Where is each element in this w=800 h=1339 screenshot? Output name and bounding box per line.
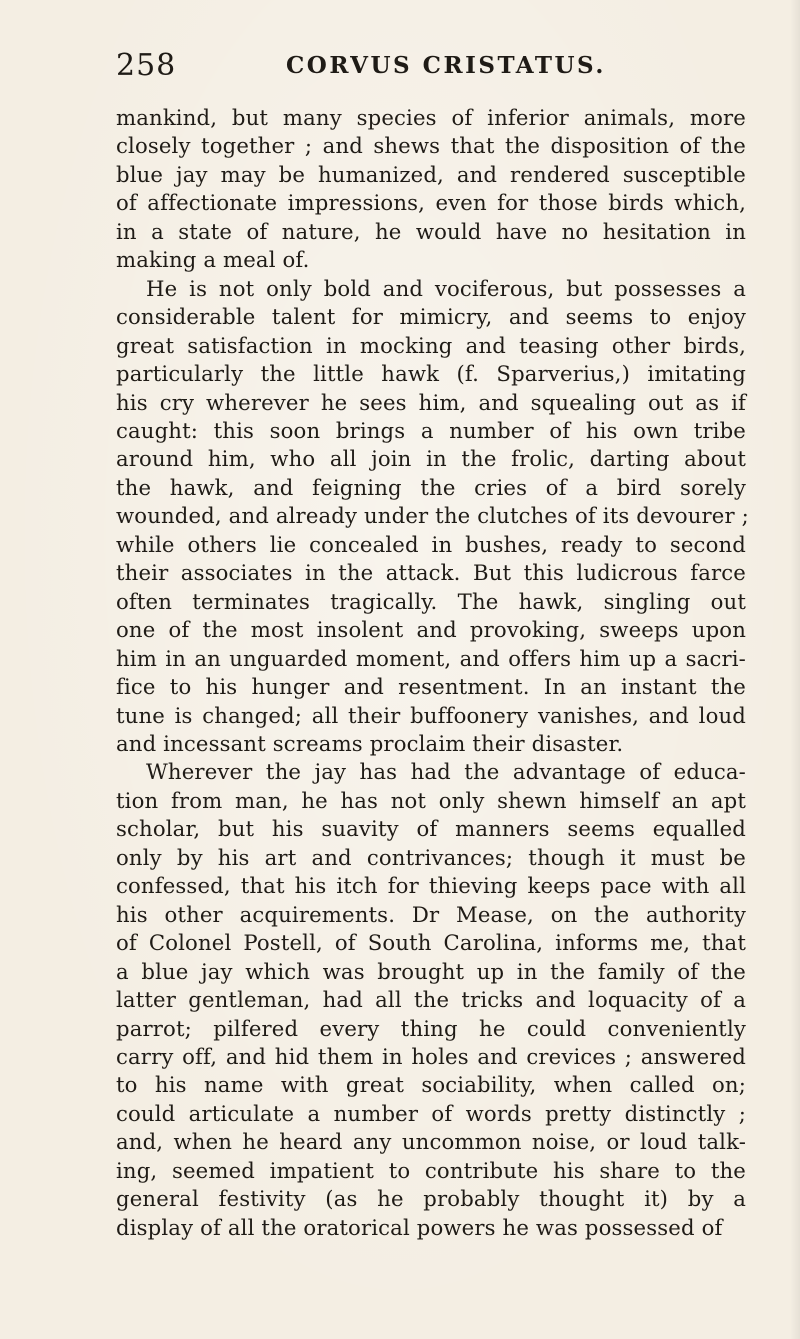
line-text: ing, seemed impatient to contribute his share to the [116,1157,746,1183]
text-line [116,502,749,530]
text-line [116,189,746,217]
line-text: him in an unguarded moment, and offers him up a sacri- [116,645,746,671]
text-line [116,929,746,957]
line-text: Wherever the jay has had the advantage of educa- [146,759,746,785]
text-line [116,218,746,246]
page-header [116,48,746,84]
text-line [116,588,746,616]
line-text: his other acquirements. Dr Mease, on the authority [116,901,746,927]
text-line [116,474,746,502]
paragraph [116,275,749,759]
line-text: fice to his hunger and resentment. In an instant the [116,674,746,700]
line-text: could articulate a number of words pretty distinctly ; [116,1100,746,1126]
line-text: parrot; pilfered every thing he could conveniently [116,1015,746,1041]
text-line [116,161,746,189]
line-text: often terminates tragically. The hawk, singling out [116,588,746,614]
page-edge-shadow [790,0,800,1339]
line-text: in a state of nature, he would have no hesitation in [116,218,746,244]
line-text: scholar, but his suavity of manners seems equalled [116,816,746,842]
text-line [116,1185,746,1213]
text-line [116,986,746,1014]
line-text: tion from man, he has not only shewn himself an apt [116,787,746,813]
text-line [116,303,746,331]
line-text: considerable talent for mimicry, and seems to enjoy [116,304,746,330]
line-text: carry off, and hid them in holes and crevices ; answered [116,1043,746,1069]
text-line [116,702,746,730]
line-text: their associates in the attack. But this ludicrous farce [116,560,746,586]
text-line [116,1071,746,1099]
text-line [116,901,746,929]
line-text: caught: this soon brings a number of his own tribe [116,417,746,443]
line-text: a blue jay which was brought up in the family of the [116,958,746,984]
text-line [116,1100,746,1128]
line-text: only by his art and contrivances; though it must be [116,844,746,870]
line-text: making a meal of. [116,247,310,273]
line-text: blue jay may be humanized, and rendered susceptible [116,161,746,187]
line-text: of affectionate impressions, even for those birds which, [116,190,746,216]
line-text: He is not only bold and vociferous, but possesses a [146,275,746,301]
line-text: display of all the oratorical powers he was possessed of [116,1214,723,1240]
line-text: around him, who all join in the frolic, darting about [116,446,746,472]
body-text [116,104,749,1242]
line-text: great satisfaction in mocking and teasing other birds, [116,332,746,358]
text-line [116,1214,746,1242]
text-line [116,645,746,673]
text-line [116,872,746,900]
line-text: while others lie concealed in bushes, ready to second [116,531,746,557]
text-line [116,1157,746,1185]
text-line [116,758,746,786]
line-text: general festivity (as he probably thought it) by a [116,1186,746,1212]
text-line [116,958,746,986]
line-text: mankind, but many species of inferior animals, more [116,105,746,130]
line-text: particularly the little hawk (f. Sparverius,) imitating [116,361,746,387]
text-line [116,1043,746,1071]
text-line [116,730,746,758]
page-number: 258 [116,48,177,83]
text-line [116,332,746,360]
line-text: closely together ; and shews that the disposition of the [116,133,746,159]
text-line [116,360,746,388]
text-line [116,844,746,872]
text-line [116,1128,746,1156]
line-text: to his name with great sociability, when called on; [116,1072,746,1098]
text-line [116,815,746,843]
line-text: the hawk, and feigning the cries of a bird sorely [116,474,746,500]
paragraph [116,758,746,1242]
line-text: tune is changed; all their buffoonery vanishes, and loud [116,702,746,728]
line-text: his cry wherever he sees him, and squealing out as if [116,389,746,415]
text-line [116,417,746,445]
text-line [116,132,746,160]
text-line [116,1015,746,1043]
line-text: latter gentleman, had all the tricks and loquacity of a [116,987,746,1013]
paragraph [116,104,746,275]
line-text: wounded, and already under the clutches of its devourer ; [116,503,749,529]
text-line [116,531,746,559]
line-text: and, when he heard any uncommon noise, or loud talk- [116,1129,746,1155]
line-text: of Colonel Postell, of South Carolina, informs me, that [116,930,746,956]
text-line [116,104,746,132]
line-text: and incessant screams proclaim their disaster. [116,730,624,756]
line-text: confessed, that his itch for thieving keeps pace with all [116,873,746,899]
text-line [116,559,746,587]
text-line [116,616,746,644]
text-line [116,787,746,815]
text-line [116,275,746,303]
line-text: one of the most insolent and provoking, sweeps upon [116,617,746,643]
text-line [116,673,746,701]
running-title: CORVUS CRISTATUS. [286,52,606,79]
text-line [116,246,746,274]
text-line [116,389,746,417]
text-line [116,445,746,473]
